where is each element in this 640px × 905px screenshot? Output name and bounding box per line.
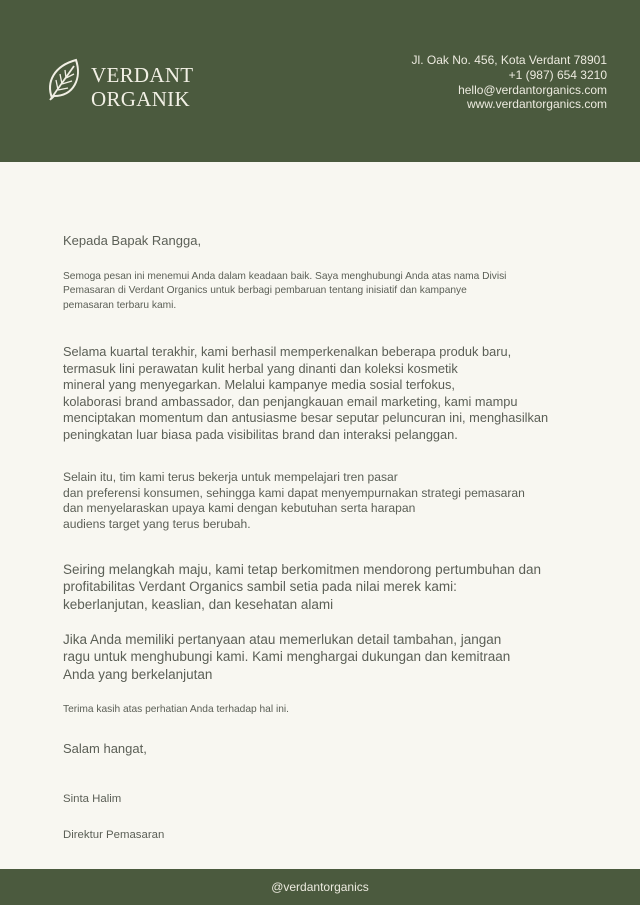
letter-paragraph-1: Semoga pesan ini menemui Anda dalam keadaan baik. Saya menghubungi Anda atas nama Divisi Pemasaran di Verdant Organics untuk berbagi pembaruan tentang inisiatif dan kampanye pemasaran terbaru kami. <box>63 271 507 311</box>
letter-paragraph-3: Selain itu, tim kami terus bekerja untuk mempelajari tren pasar dan preferensi konsumen, sehingga kami dapat menyempurnakan strategi pemasaran dan menyelaraskan upaya kami dengan kebutuhan serta harapan audiens target yang terus berubah. <box>63 470 525 531</box>
leaf-icon <box>44 58 84 102</box>
contact-phone: +1 (987) 654 3210 <box>508 67 607 82</box>
signature-block <box>63 772 164 862</box>
letter-salutation: Kepada Bapak Rangga, <box>63 233 202 248</box>
contact-website: www.verdantorganics.com <box>466 97 607 112</box>
letter-thanks: Terima kasih atas perhatian Anda terhadap hal ini. <box>63 704 289 715</box>
contact-address: Jl. Oak No. 456, Kota Verdant 78901 <box>411 53 607 67</box>
signer-name: Sinta Halim <box>63 793 122 805</box>
letterhead-footer <box>0 869 640 905</box>
letter-paragraph-4: Seiring melangkah maju, kami tetap berkomitmen mendorong pertumbuhan dan profitabilitas Verdant Organics sambil setia pada nilai merek kami: keberlanjutan, keaslian, dan kesehatan alami <box>63 562 542 612</box>
signer-title: Direktur Pemasaran <box>63 829 165 841</box>
letter-paragraph-5: Jika Anda memiliki pertanyaan atau memerlukan detail tambahan, jangan ragu untuk menghubungi kami. Kami menghargai dukungan dan kemitraan Anda yang berkelanjutan <box>63 632 511 682</box>
brand-name-line1: VERDANT <box>91 63 194 87</box>
brand-name-line2: ORGANIK <box>91 87 190 111</box>
letterhead-header <box>0 0 640 162</box>
letter-paragraph-2: Selama kuartal terakhir, kami berhasil memperkenalkan beberapa produk baru, termasuk lini perawatan kulit herbal yang dinanti dan koleksi kosmetik mineral yang menyegarkan. Melalui kampanye media sosial terfokus, kolaborasi brand ambassador, dan penjangkauan email marketing, kami mampu menciptakan momentum dan antusiasme besar seputar peluncuran ini, menghasilkan peningkatan luar biasa pada visibilitas brand dan interaksi pelanggan. <box>63 344 549 442</box>
brand-name <box>91 63 193 111</box>
contact-info <box>412 53 607 112</box>
letter-closing: Salam hangat, <box>63 741 147 756</box>
social-handle: @verdantorganics <box>271 880 369 894</box>
contact-email: hello@verdantorganics.com <box>458 82 607 97</box>
